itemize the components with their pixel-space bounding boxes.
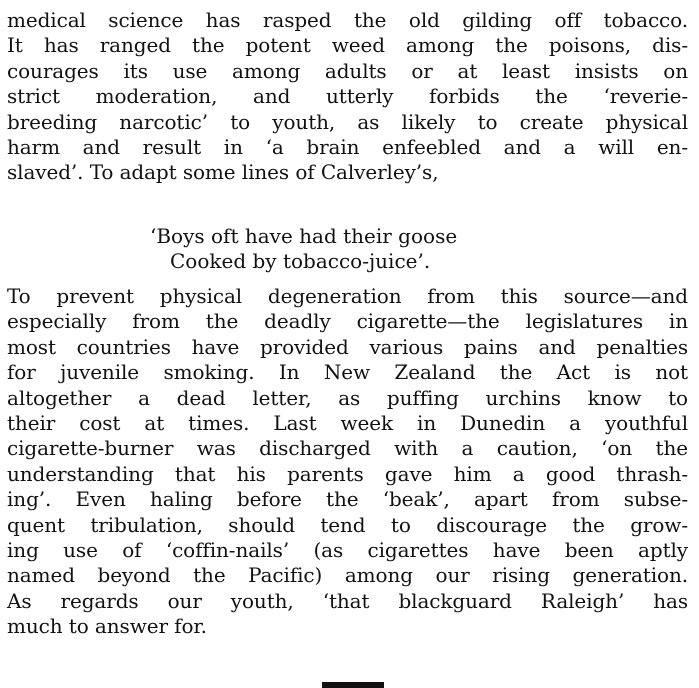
column-end-rule	[322, 682, 384, 688]
text-line: their cost at times. Last week in Dunedin a youthful	[7, 410, 688, 435]
paragraph-tobacco-science	[7, 8, 688, 186]
text-line: breeding narcotic’ to youth, as likely to create physical	[7, 109, 688, 134]
text-line: slaved’. To adapt some lines of Calverley’s,	[7, 160, 439, 185]
text-line: especially from the deadly cigarette—the legislatures in	[7, 309, 688, 334]
text-line: quent tribulation, should tend to discourage the grow-	[7, 512, 688, 537]
text-line: named beyond the Pacific) among our rising generation.	[7, 563, 688, 588]
text-line: To prevent physical degeneration from this source—and	[7, 284, 688, 308]
verse-line: Cooked by tobacco-juice’.	[170, 249, 431, 273]
text-line: most countries have provided various pains and penalties	[7, 334, 688, 359]
text-line: courages its use among adults or at least insists on	[7, 58, 688, 83]
text-line: much to answer for.	[7, 614, 207, 639]
paragraph-juvenile-smoking	[7, 284, 688, 639]
verse-quotation	[150, 224, 570, 274]
text-line: As regards our youth, ‘that blackguard Raleigh’ has	[7, 588, 688, 613]
text-line: ing use of ‘coffin-nails’ (as cigarettes have been aptly	[7, 537, 688, 562]
text-line: medical science has rasped the old gilding off tobacco.	[7, 8, 688, 32]
text-line: It has ranged the potent weed among the poisons, dis-	[7, 33, 688, 58]
text-line: understanding that his parents gave him a good thrash-	[7, 461, 688, 486]
text-line: ing’. Even haling before the ‘beak’, apart from subse-	[7, 487, 688, 512]
verse-line: ‘Boys oft have had their goose	[150, 224, 458, 248]
text-line: altogether a dead letter, as puffing urchins know to	[7, 385, 688, 410]
text-line: harm and result in ‘a brain enfeebled and a will en-	[7, 134, 688, 159]
text-line: cigarette-burner was discharged with a caution, ‘on the	[7, 436, 688, 461]
text-line: strict moderation, and utterly forbids the ‘reverie-	[7, 84, 688, 109]
text-line: for juvenile smoking. In New Zealand the Act is not	[7, 360, 688, 385]
